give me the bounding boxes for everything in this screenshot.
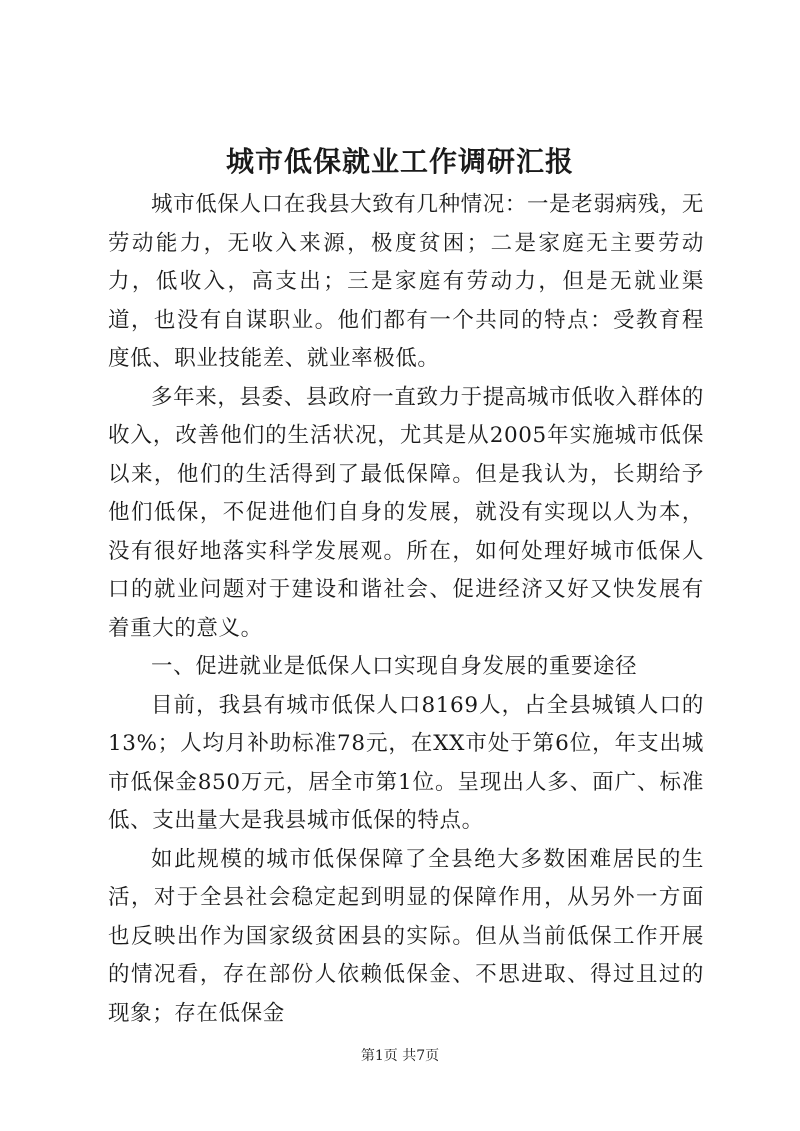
section-heading-1: 一、促进就业是低保人口实现自身发展的重要途径	[151, 654, 638, 679]
document-title: 城市低保就业工作调研汇报	[225, 145, 574, 178]
document-body	[108, 186, 704, 1033]
paragraph-1: 城市低保人口在我县大致有几种情况：一是老弱病残，无劳动能力，无收入来源，极度贫困；二是家庭无主要劳动力，低收入，高支出；三是家庭有劳动力，但是无就业渠道，也没有自谋职业。他们都有一个共同的特点：受教育程度低、职业技能差、就业率极低。	[108, 192, 704, 371]
paragraph-3: 目前，我县有城市低保人口8169人，占全县城镇人口的13%；人均月补助标准78元，在XX市处于第6位，年支出城市低保金850万元，居全市第1位。呈现出人多、面广、标准低、支出量大是我县城市低保的特点。	[108, 692, 704, 833]
paragraph-2: 多年来，县委、县政府一直致力于提高城市低收入群体的收入，改善他们的生活状况，尤其是从2005年实施城市低保以来，他们的生活得到了最低保障。但是我认为，长期给予他们低保，不促进他们自身的发展，就没有实现以人为本，没有很好地落实科学发展观。所在，如何处理好城市低保人口的就业问题对于建设和谐社会、促进经济又好又快发展有着重大的意义。	[108, 384, 704, 641]
page-footer: 第1页 共7页	[360, 1048, 440, 1064]
paragraph-4: 如此规模的城市低保保障了全县绝大多数困难居民的生活，对于全县社会稳定起到明显的保障作用，从另外一方面也反映出作为国家级贫困县的实际。但从当前低保工作开展的情况看，存在部份人依赖低保金、不思进取、得过且过的现象；存在低保金	[108, 846, 704, 1026]
